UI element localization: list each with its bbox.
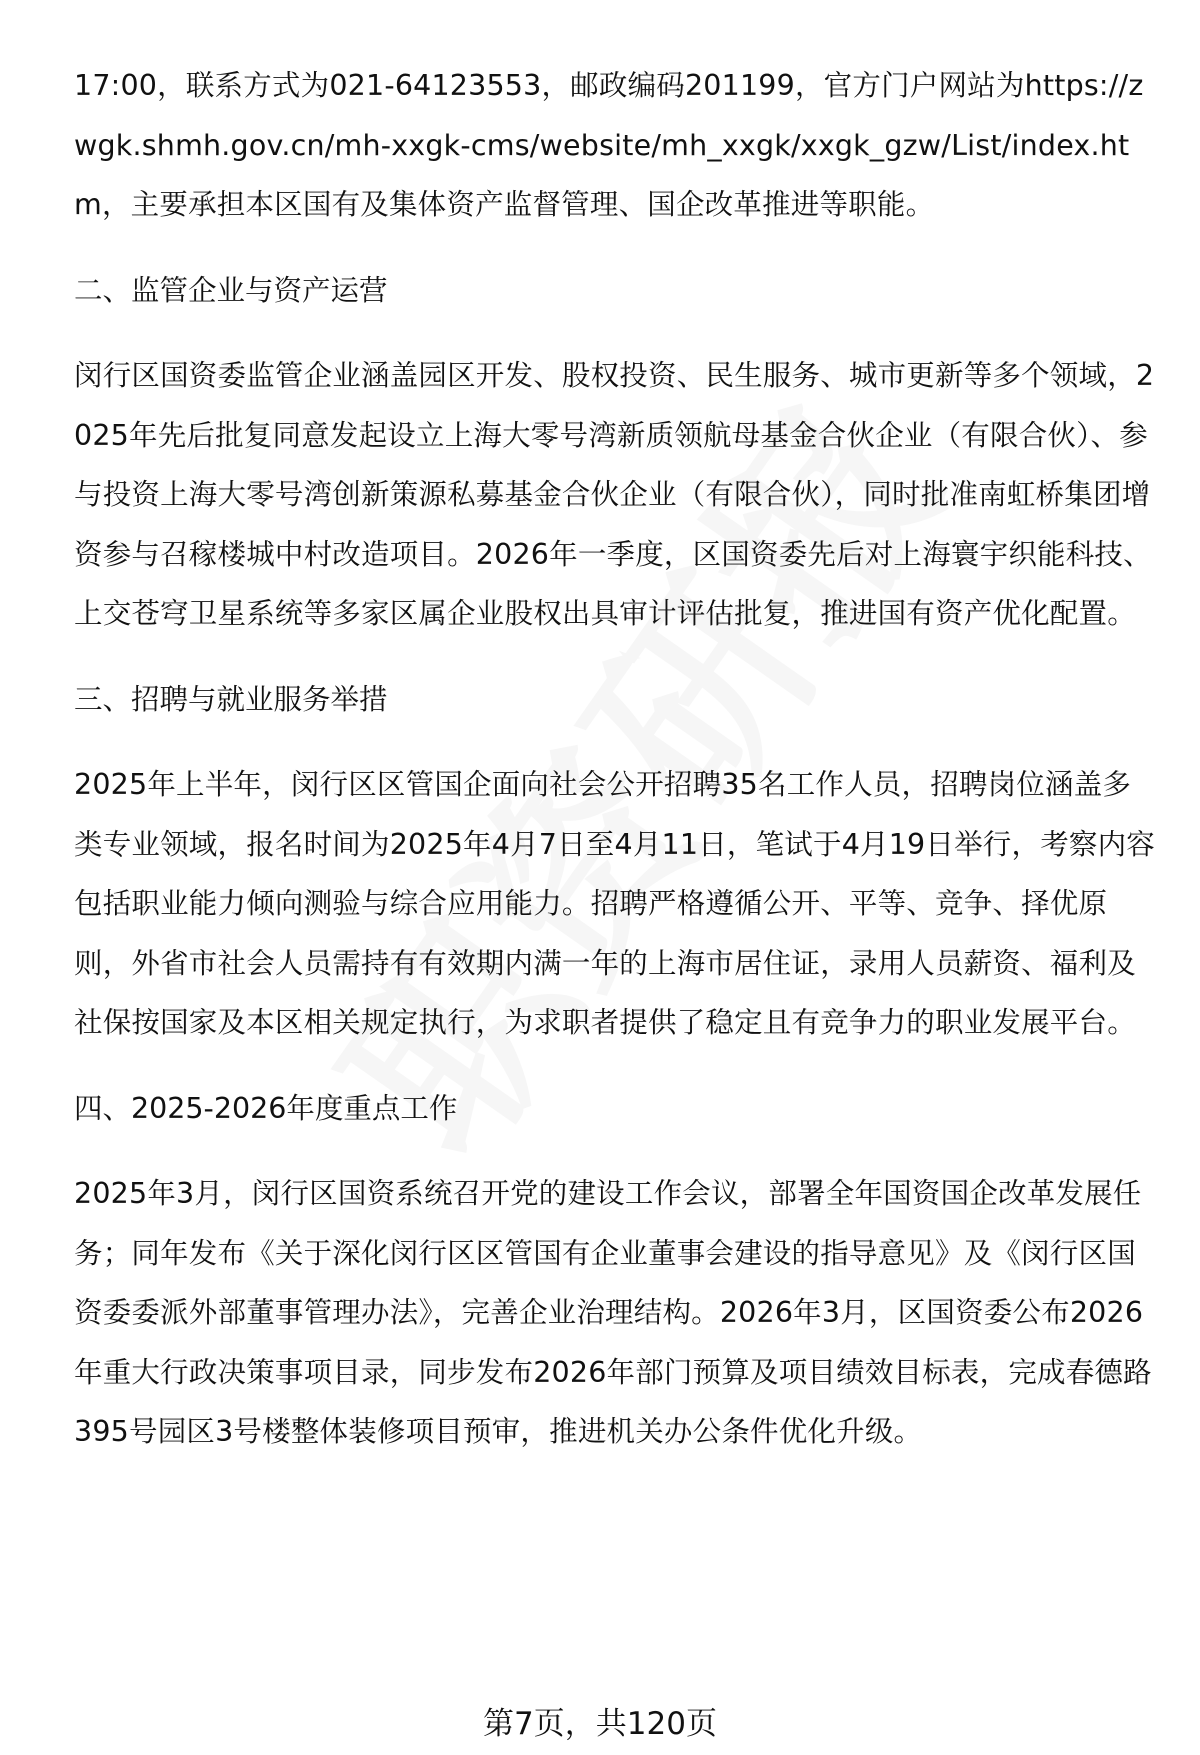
section-heading-3: 三、招聘与就业服务举措 bbox=[74, 682, 388, 716]
page-number-footer: 第7页，共120页 bbox=[483, 1706, 717, 1742]
paragraph-recruitment: 2025年上半年，闵行区区管国企面向社会公开招聘35名工作人员，招聘岗位涵盖多类专业领域，报名时间为2025年4月7日至4月11日，笔试于4月19日举行，考察内容包括职业能力倾向测验与综合应用能力。招聘严格遵循公开、平等、竞争、择优原则，外省市社会人员需持有有效期内满一年的上海市居住证，录用人员薪资、福利及社保按国家及本区相关规定执行，为求职者提供了稳定且有竞争力的职业发展平台。 bbox=[74, 768, 1155, 1039]
document-body bbox=[74, 56, 1159, 1462]
paragraph-key-work: 2025年3月，闵行区国资系统召开党的建设工作会议，部署全年国资国企改革发展任务；同年发布《关于深化闵行区区管国有企业董事会建设的指导意见》及《闵行区国资委委派外部董事管理办法》，完善企业治理结构。2026年3月，区国资委公布2026年重大行政决策事项目录，同步发布2026年部门预算及项目绩效目标表，完成春德路395号园区3号楼整体装修项目预审，推进机关办公条件优化升级。 bbox=[74, 1177, 1152, 1448]
paragraph-contact-info: 17:00，联系方式为021-64123553，邮政编码201199，官方门户网站为https://zwgk.shmh.gov.cn/mh-xxgk-cms/website/mh_xxgk/xxgk_gzw/List/index.htm，主要承担本区国有及集体资产监督管理、国企改革推进等职能。 bbox=[74, 69, 1144, 221]
section-heading-2: 二、监管企业与资产运营 bbox=[74, 273, 388, 307]
section-heading-4: 四、2025-2026年度重点工作 bbox=[74, 1091, 458, 1125]
paragraph-supervision: 闵行区国资委监管企业涵盖园区开发、股权投资、民生服务、城市更新等多个领域，2025年先后批复同意发起设立上海大零号湾新质领航母基金合伙企业（有限合伙）、参与投资上海大零号湾创新策源私募基金合伙企业（有限合伙），同时批准南虹桥集团增资参与召稼楼城中村改造项目。2026年一季度，区国资委先后对上海寰宇织能科技、上交苍穹卫星系统等多家区属企业股权出具审计评估批复，推进国有资产优化配置。 bbox=[74, 359, 1155, 630]
